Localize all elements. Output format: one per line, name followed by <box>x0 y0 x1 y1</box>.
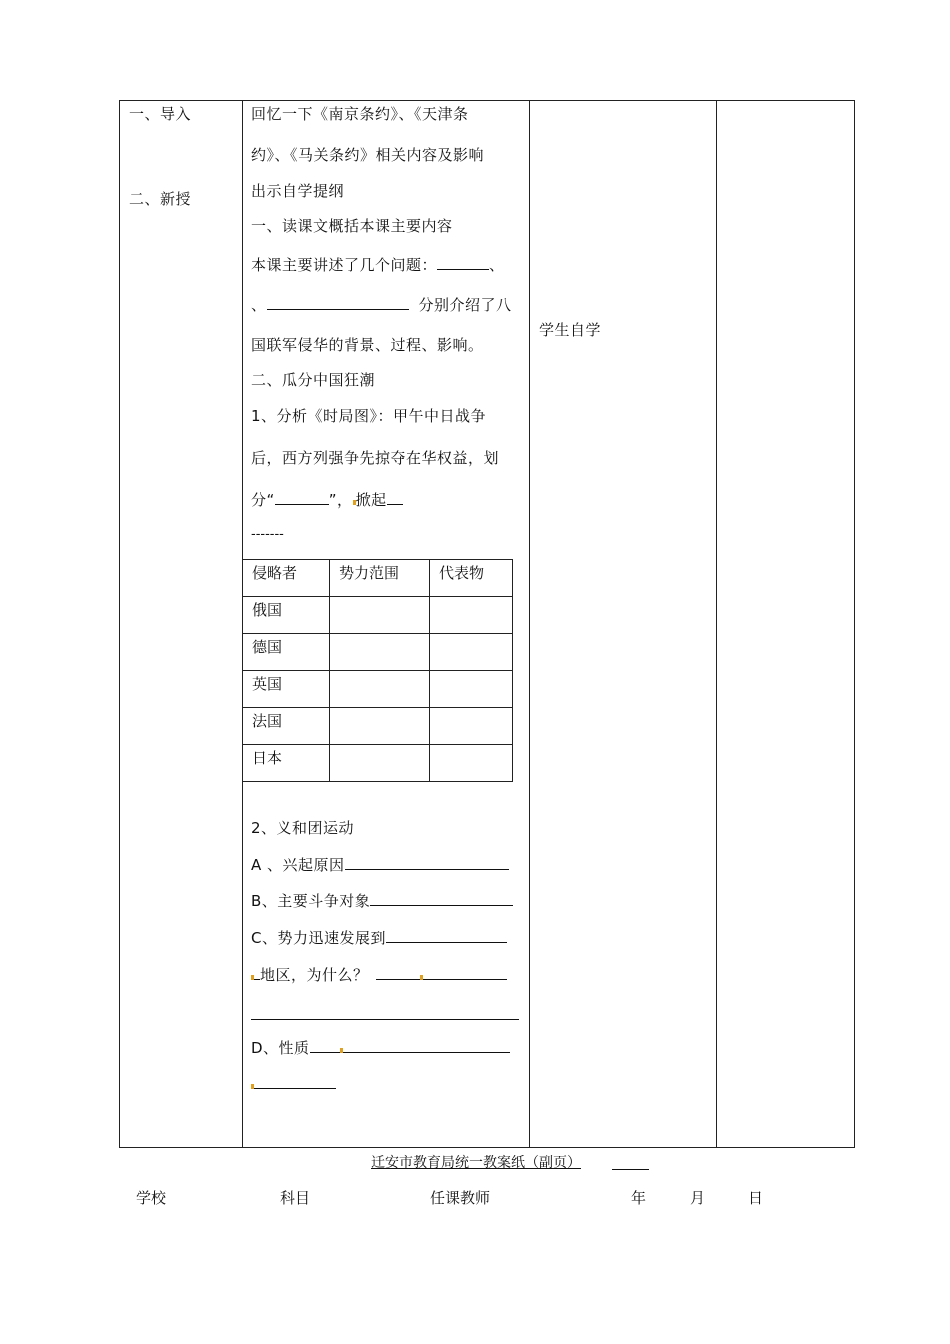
table-cell[interactable] <box>330 634 430 671</box>
fill-blank[interactable] <box>370 890 513 906</box>
part3-b <box>251 890 513 911</box>
table-row <box>243 745 513 782</box>
table-header-cell: 代表物 <box>430 560 513 597</box>
table-cell[interactable] <box>330 708 430 745</box>
fill-blank[interactable] <box>275 489 329 505</box>
footer-year-label: 年 <box>631 1189 647 1207</box>
table-cell[interactable] <box>430 634 513 671</box>
part2-q1-line3 <box>251 489 403 510</box>
table-cell[interactable] <box>330 671 430 708</box>
separator: 、 <box>489 256 505 274</box>
part1-question-line1 <box>251 254 505 275</box>
part3-a-label: A 、兴起原因 <box>251 856 345 874</box>
table-row <box>243 634 513 671</box>
part3-c2 <box>251 964 507 985</box>
outline-text: 出示自学提纲 <box>251 182 345 200</box>
part3-c-label: C、势力迅速发展到 <box>251 929 386 947</box>
part2-title: 二、瓜分中国狂潮 <box>251 371 376 389</box>
table-header-cell: 侵略者 <box>243 560 330 597</box>
table-row <box>243 671 513 708</box>
footer-school-label: 学校 <box>136 1189 167 1207</box>
fill-blank[interactable] <box>387 489 403 505</box>
recall-text-line2: 约》、《马关条约》相关内容及影响 <box>251 146 485 164</box>
table-cell-country: 德国 <box>243 634 330 671</box>
part3-title: 2、义和团运动 <box>251 819 355 837</box>
table-header-row <box>243 560 513 597</box>
table-cell[interactable] <box>430 671 513 708</box>
spheres-of-influence-table <box>242 559 513 782</box>
part1-question-line3: 国联军侵华的背景、过程、影响。 <box>251 336 484 354</box>
fill-blank[interactable] <box>376 964 420 980</box>
answer-line[interactable] <box>251 1019 519 1020</box>
section-new-lesson-label: 二、新授 <box>129 190 192 208</box>
part3-d-continuation <box>251 1073 336 1094</box>
section-intro-label: 一、导入 <box>129 105 192 123</box>
table-cell-country: 日本 <box>243 745 330 782</box>
footer-title: 迁安市教育局统一教案纸（副页） <box>371 1155 581 1171</box>
part2-q1-line1: 1、分析《时局图》：甲午中日战争 <box>251 407 487 425</box>
fill-blank[interactable] <box>345 854 509 870</box>
recall-text-line1: 回忆一下《南京条约》、《天津条 <box>251 105 469 123</box>
table-cell-country: 俄国 <box>243 597 330 634</box>
part3-d-label: D、性质 <box>251 1039 310 1057</box>
fill-blank[interactable] <box>386 927 507 943</box>
fill-blank[interactable] <box>310 1037 340 1053</box>
part3-a <box>251 854 509 875</box>
dash-line: ------- <box>251 527 284 542</box>
table-cell-country: 法国 <box>243 708 330 745</box>
footer-month-label: 月 <box>690 1189 706 1207</box>
part2-q1-line2: 后，西方列强争先掠夺在华权益，划 <box>251 449 500 467</box>
table-row <box>243 597 513 634</box>
footer-day-label: 日 <box>748 1189 764 1207</box>
column-divider <box>716 100 717 1148</box>
footer-subject-label: 科目 <box>280 1189 311 1207</box>
part3-c2-label: 地区，为什么？ <box>260 966 369 984</box>
part3-d <box>251 1037 510 1058</box>
table-cell-country: 英国 <box>243 671 330 708</box>
footer-teacher-label: 任课教师 <box>430 1189 491 1207</box>
fill-blank[interactable] <box>437 254 489 270</box>
quote-close-text: ”， <box>328 491 353 509</box>
fill-blank[interactable] <box>267 294 409 310</box>
fill-blank[interactable] <box>254 1073 336 1089</box>
part3-c <box>251 927 507 948</box>
part1-question-suffix: 分别介绍了八 <box>418 296 512 314</box>
fill-blank[interactable] <box>343 1037 510 1053</box>
table-cell[interactable] <box>330 745 430 782</box>
table-row <box>243 708 513 745</box>
part1-title: 一、读课文概括本课主要内容 <box>251 217 453 235</box>
fill-blank[interactable] <box>423 964 507 980</box>
part3-b-label: B、主要斗争对象 <box>251 892 371 910</box>
part1-question-prefix: 本课主要讲述了几个问题： <box>251 256 438 274</box>
table-cell[interactable] <box>430 708 513 745</box>
table-cell[interactable] <box>330 597 430 634</box>
part1-question-line2 <box>251 294 512 315</box>
footer-underline <box>612 1169 649 1170</box>
table-cell[interactable] <box>430 745 513 782</box>
rise-text: 掀起 <box>355 491 387 509</box>
student-activity: 学生自学 <box>539 321 602 339</box>
separator: 、 <box>251 296 267 314</box>
table-header-cell: 势力范围 <box>330 560 430 597</box>
column-divider <box>529 100 530 1148</box>
quote-open-text: 分“ <box>251 491 275 509</box>
table-cell[interactable] <box>430 597 513 634</box>
